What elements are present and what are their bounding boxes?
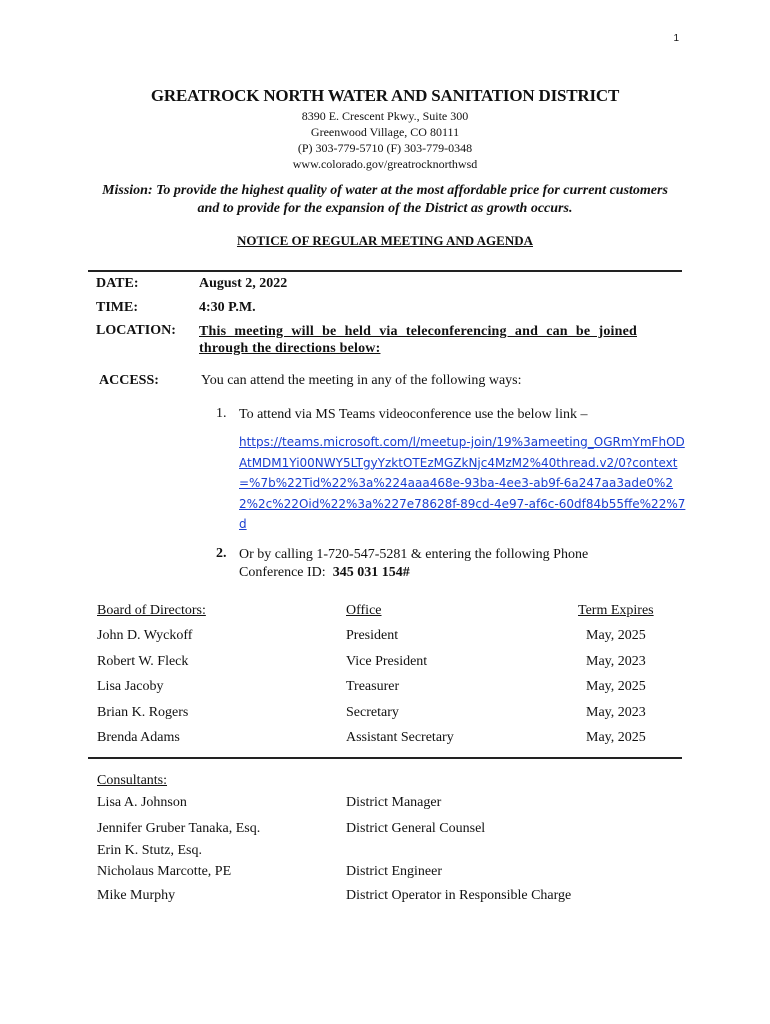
website: www.colorado.gov/greatrocknorthwsd: [292, 157, 478, 171]
address-line2: Greenwood Village, CO 80111: [310, 125, 460, 139]
conference-id-label: Conference ID:: [239, 565, 326, 580]
board-row-office: Assistant Secretary: [346, 730, 454, 745]
page-number: 1: [673, 33, 679, 44]
consultant-name: Nicholaus Marcotte, PE: [97, 864, 232, 879]
board-row-office: Treasurer: [346, 679, 400, 694]
board-header-term: Term Expires: [578, 603, 654, 618]
access-item-text: Or by calling 1-720-547-5281 & entering the following Phone: [239, 547, 589, 562]
board-row-name: Lisa Jacoby: [97, 679, 164, 694]
consultant-role: District Engineer: [346, 864, 443, 879]
board-row-term: May, 2025: [586, 730, 646, 745]
address-line1: 8390 E. Crescent Pkwy., Suite 300: [301, 109, 469, 123]
board-row-term: May, 2023: [586, 654, 646, 669]
board-row-name: Brenda Adams: [97, 730, 180, 745]
date-value: August 2, 2022: [199, 276, 288, 291]
conference-id-line: [239, 564, 410, 582]
consultant-role: District Operator in Responsible Charge: [346, 888, 572, 903]
access-item-number: 2.: [216, 546, 227, 561]
access-label: ACCESS:: [99, 373, 159, 388]
time-label: TIME:: [96, 300, 138, 315]
conference-id: 345 031 154#: [332, 565, 410, 580]
board-header-office: Office: [346, 603, 382, 618]
consultant-role: District Manager: [346, 795, 442, 810]
access-item-number: 1.: [216, 406, 227, 421]
board-row-name: John D. Wyckoff: [97, 628, 193, 643]
board-row-term: May, 2025: [586, 679, 646, 694]
access-value: You can attend the meeting in any of the following ways:: [201, 373, 522, 388]
board-row-name: Brian K. Rogers: [97, 705, 189, 720]
date-label: DATE:: [96, 276, 139, 291]
board-row-term: May, 2023: [586, 705, 646, 720]
consultant-name: Erin K. Stutz, Esq.: [97, 843, 202, 858]
notice-title: NOTICE OF REGULAR MEETING AND AGENDA: [236, 233, 534, 248]
location-value: This meeting will be held via teleconferencing and can be joined through the directions below:: [199, 324, 637, 356]
consultant-name: Mike Murphy: [97, 888, 176, 903]
board-header-name: Board of Directors:: [97, 603, 206, 618]
consultants-header: Consultants:: [97, 773, 168, 788]
district-title: GREATROCK NORTH WATER AND SANITATION DISTRICT: [150, 86, 620, 105]
phone-fax: (P) 303-779-5710 (F) 303-779-0348: [297, 141, 473, 155]
board-row-office: Secretary: [346, 705, 399, 720]
time-value: 4:30 P.M.: [199, 300, 256, 315]
mission-statement: Mission: To provide the highest quality of water at the most affordable price for current customers and to provide for the expansion of the District as growth occurs.: [102, 183, 668, 216]
consultant-name: Jennifer Gruber Tanaka, Esq.: [97, 821, 261, 836]
consultant-name: Lisa A. Johnson: [97, 795, 187, 810]
board-row-term: May, 2025: [586, 628, 646, 643]
consultant-role: District General Counsel: [346, 821, 486, 836]
board-row-office: President: [346, 628, 399, 643]
location-label: LOCATION:: [96, 323, 176, 338]
divider-top: [88, 270, 682, 272]
board-row-name: Robert W. Fleck: [97, 654, 189, 669]
teams-meeting-link[interactable]: https://teams.microsoft.com/l/meetup-join/19%3ameeting_OGRmYmFhODAtMDM1Yi00NWY5LTgyYzktOTEzMGZkNjc4MzM2%40thread.v2/0?context=%7b%22Tid%22%3a%224aaa468e-93ba-4ee3-ab9f-6a247aa3ade0%22%2c%22Oid%22%3a%227e78628f-89cd-4e97-af6c-60df84b55ffe%22%7d: [239, 435, 686, 531]
divider-bottom: [88, 757, 682, 759]
access-item-text: To attend via MS Teams videoconference use the below link –: [239, 407, 588, 422]
board-row-office: Vice President: [346, 654, 428, 669]
